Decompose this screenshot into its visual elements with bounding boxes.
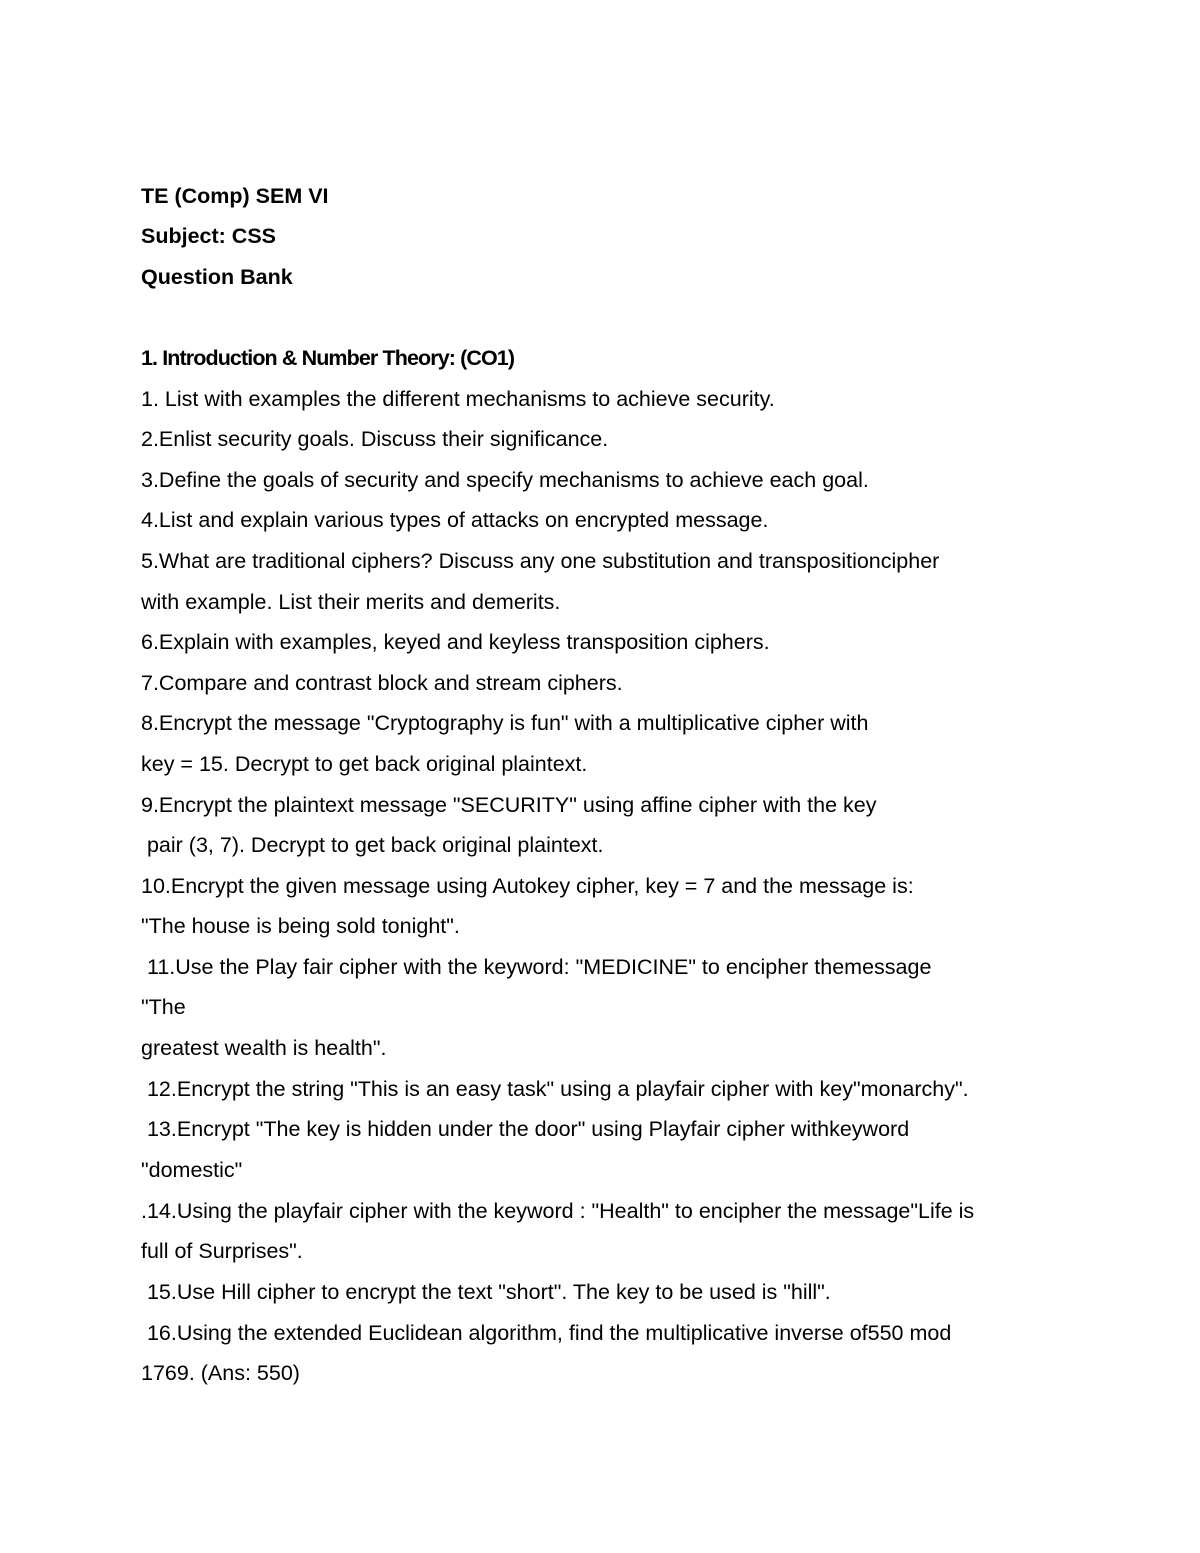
- question-line: 1. List with examples the different mechanisms to achieve security.: [141, 387, 775, 411]
- question-line: .14.Using the playfair cipher with the keyword : "Health" to encipher the message"Life is: [141, 1199, 975, 1223]
- question-line: 10.Encrypt the given message using Autokey cipher, key = 7 and the message is:: [141, 874, 914, 898]
- subject-heading: Subject: CSS: [141, 224, 276, 248]
- question-line: 4.List and explain various types of attacks on encrypted message.: [141, 508, 769, 532]
- question-line: 2.Enlist security goals. Discuss their significance.: [141, 427, 609, 451]
- question-line: 5.What are traditional ciphers? Discuss any one substitution and transpositioncipher: [141, 549, 940, 573]
- question-line: 3.Define the goals of security and specify mechanisms to achieve each goal.: [141, 468, 869, 492]
- question-line: greatest wealth is health".: [141, 1036, 387, 1060]
- question-line: "The house is being sold tonight".: [141, 914, 460, 938]
- question-line: "The: [141, 995, 186, 1019]
- question-line: 16.Using the extended Euclidean algorithm, find the multiplicative inverse of550 mod: [141, 1321, 952, 1345]
- question-line: 11.Use the Play fair cipher with the keyword: "MEDICINE" to encipher themessage: [141, 955, 932, 979]
- question-line: 8.Encrypt the message "Cryptography is fun" with a multiplicative cipher with: [141, 711, 869, 735]
- question-line: pair (3, 7). Decrypt to get back original plaintext.: [141, 833, 604, 857]
- section-heading: 1. Introduction & Number Theory: (CO1): [141, 346, 515, 370]
- course-heading: TE (Comp) SEM VI: [141, 184, 329, 208]
- question-line: 13.Encrypt "The key is hidden under the door" using Playfair cipher withkeyword: [141, 1117, 910, 1141]
- document-title: Question Bank: [141, 265, 293, 289]
- question-line: key = 15. Decrypt to get back original plaintext.: [141, 752, 588, 776]
- question-line: 15.Use Hill cipher to encrypt the text "short". The key to be used is "hill".: [141, 1280, 831, 1304]
- question-line: 9.Encrypt the plaintext message "SECURITY" using affine cipher with the key: [141, 793, 877, 817]
- question-line: 7.Compare and contrast block and stream ciphers.: [141, 671, 623, 695]
- question-line: 12.Encrypt the string "This is an easy task" using a playfair cipher with key"monarchy".: [141, 1077, 969, 1101]
- question-line: "domestic": [141, 1158, 243, 1182]
- question-line: 6.Explain with examples, keyed and keyless transposition ciphers.: [141, 630, 770, 654]
- question-line: 1769. (Ans: 550): [141, 1361, 300, 1385]
- question-line: with example. List their merits and demerits.: [141, 590, 561, 614]
- question-line: full of Surprises".: [141, 1239, 303, 1263]
